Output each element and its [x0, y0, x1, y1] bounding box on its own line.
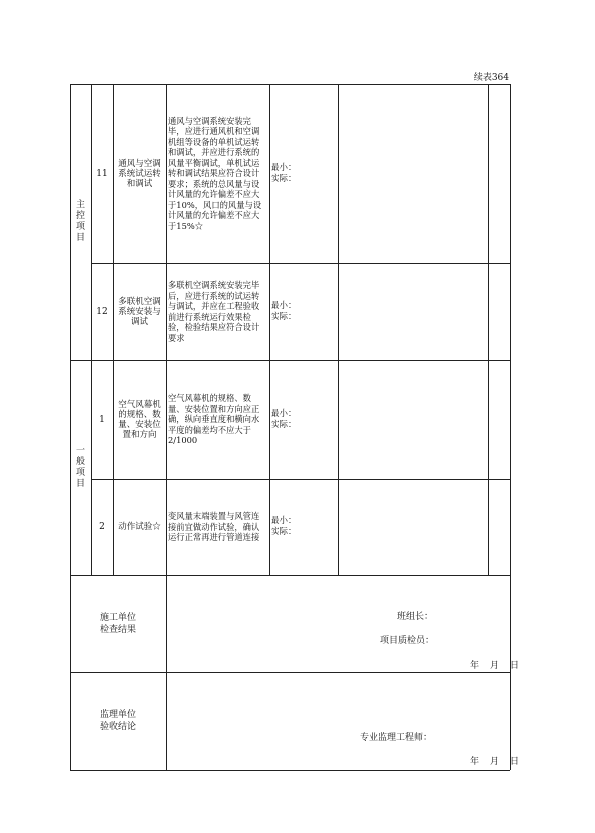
min-label: 最小：	[271, 408, 297, 419]
item-name: 空气风幕机的规格、数量、安装位置和方向	[118, 399, 161, 440]
min-actual-values	[269, 263, 338, 360]
min-label: 最小：	[271, 300, 297, 311]
group-label-general	[70, 360, 91, 575]
item-requirement: 空气风幕机的规格、数量、安装位置和方向应正确，纵向垂直度和横向水平度的偏差均不应大于2/1000	[168, 393, 260, 446]
quality-inspector-label: 项目质检员：	[380, 636, 435, 646]
supervision-label-text: 监理单位验收结论	[99, 710, 136, 732]
group-label-text: 一般项目	[75, 445, 85, 489]
min-actual-values	[269, 84, 338, 263]
item-number: 2	[99, 522, 105, 532]
construction-date-month: 月	[490, 661, 500, 671]
item-number: 12	[96, 306, 108, 317]
min-label: 最小：	[271, 162, 297, 173]
min-actual-values	[269, 360, 338, 479]
group-label-main-control	[70, 84, 91, 360]
group-label-text: 主控项目	[75, 200, 85, 243]
supervision-date-year: 年	[470, 757, 480, 767]
inspection-table	[70, 84, 520, 770]
min-label: 最小：	[271, 516, 297, 526]
actual-label: 实际：	[271, 527, 297, 537]
item-name: 通风与空调系统试运转和调试	[118, 158, 161, 189]
column-divider	[488, 84, 489, 575]
supervising-engineer-label: 专业监理工程师：	[360, 733, 433, 743]
actual-label: 实际：	[271, 419, 297, 430]
construction-date-year: 年	[470, 661, 480, 671]
column-divider	[338, 84, 339, 575]
item-requirement: 通风与空调系统安装完毕，应进行通风机和空调机组等设备的单机试运转和调试，并应进行系统的风量平衡调试，单机试运转和调试结果应符合设计要求；系统的总风量与设计风量的允许偏差不应大于10%，风口的风量与设计风量的允许偏差不应大于15%☆	[168, 115, 262, 231]
item-name: 多联机空调系统安装与调试	[118, 296, 161, 327]
item-number: 11	[96, 168, 108, 179]
item-name: 动作试验☆	[118, 522, 161, 532]
supervision-date-month: 月	[490, 757, 500, 767]
supervision-date-day: 日	[510, 757, 520, 767]
actual-label: 实际：	[271, 311, 297, 322]
supervision-section-label	[70, 672, 166, 770]
item-requirement: 多联机空调系统安装完毕后，应进行系统的试运转与调试，并应在工程验收前进行系统运行效果检验，检验结果应符合设计要求	[168, 280, 260, 343]
construction-date-day: 日	[510, 661, 520, 671]
construction-section-label	[70, 575, 166, 672]
table-bottom-border	[70, 770, 510, 771]
construction-label-text: 施工单位检查结果	[99, 612, 136, 635]
min-actual-values	[269, 479, 338, 575]
item-number: 1	[99, 414, 105, 425]
item-requirement: 变风量末端装置与风管连接前宜做动作试验，确认运行正常再进行管道连接	[168, 511, 260, 543]
actual-label: 实际：	[271, 173, 297, 184]
team-leader-label: 班组长：	[397, 612, 434, 622]
continued-table-label: 续表364	[473, 73, 509, 83]
